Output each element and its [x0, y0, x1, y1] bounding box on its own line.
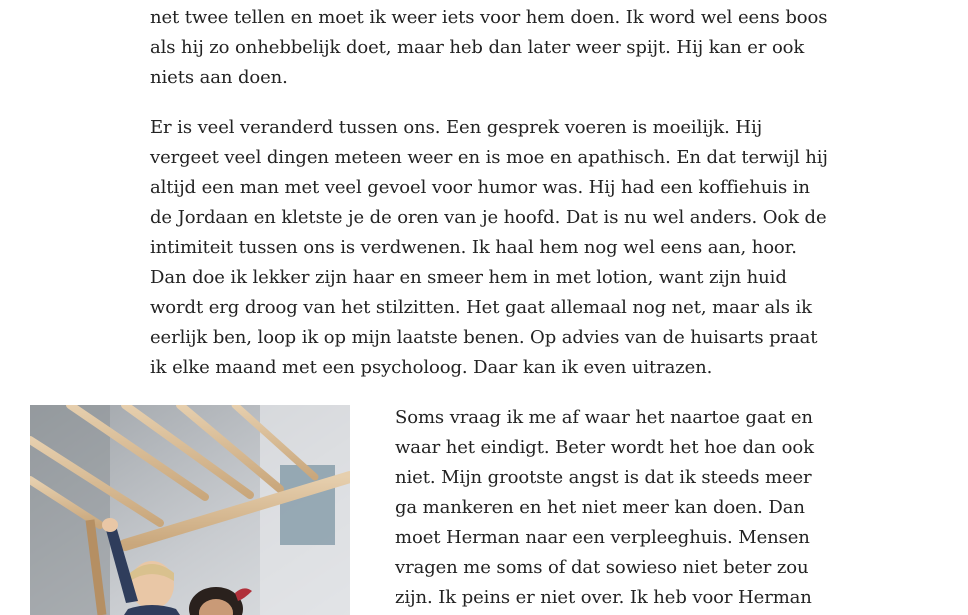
- climbing-frame-photo-icon: [30, 405, 350, 615]
- paragraph-line: Soms vraag ik me af waar het naartoe gaat en: [395, 407, 813, 428]
- paragraph-line: zijn. Ik peins er niet over. Ik heb voor Herman: [395, 587, 812, 608]
- paragraph-line: niets aan doen.: [150, 67, 288, 88]
- paragraph-line: als hij zo onhebbelijk doet, maar heb dan later weer spijt. Hij kan er ook: [150, 37, 805, 58]
- paragraph-line: ga mankeren en het niet meer kan doen. Dan: [395, 497, 805, 518]
- paragraph-line: niet. Mijn grootste angst is dat ik steeds meer: [395, 467, 812, 488]
- paragraph-line: ik elke maand met een psycholoog. Daar kan ik even uitrazen.: [150, 357, 713, 378]
- paragraph-line: wordt erg droog van het stilzitten. Het gaat allemaal nog net, maar als ik: [150, 297, 812, 318]
- paragraph-line: moet Herman naar een verpleeghuis. Mensen: [395, 527, 810, 548]
- article-paragraph-1: [150, 3, 828, 93]
- paragraph-line: net twee tellen en moet ik weer iets voor hem doen. Ik word wel eens boos: [150, 7, 828, 28]
- paragraph-line: vergeet veel dingen meteen weer en is moe en apathisch. En dat terwijl hij: [150, 147, 828, 168]
- paragraph-line: Er is veel veranderd tussen ons. Een gesprek voeren is moeilijk. Hij: [150, 117, 763, 138]
- article-paragraph-2: [150, 113, 828, 383]
- paragraph-line: vragen me soms of dat sowieso niet beter zou: [395, 557, 809, 578]
- article-paragraph-3: [395, 403, 814, 613]
- paragraph-line: eerlijk ben, loop ik op mijn laatste benen. Op advies van de huisarts praat: [150, 327, 818, 348]
- paragraph-line: intimiteit tussen ons is verdwenen. Ik haal hem nog wel eens aan, hoor.: [150, 237, 797, 258]
- article-photo: [30, 405, 350, 615]
- paragraph-line: Dan doe ik lekker zijn haar en smeer hem in met lotion, want zijn huid: [150, 267, 787, 288]
- paragraph-line: altijd een man met veel gevoel voor humor was. Hij had een koffiehuis in: [150, 177, 810, 198]
- paragraph-line: waar het eindigt. Beter wordt het hoe dan ook: [395, 437, 814, 458]
- paragraph-line: de Jordaan en kletste je de oren van je hoofd. Dat is nu wel anders. Ook de: [150, 207, 827, 228]
